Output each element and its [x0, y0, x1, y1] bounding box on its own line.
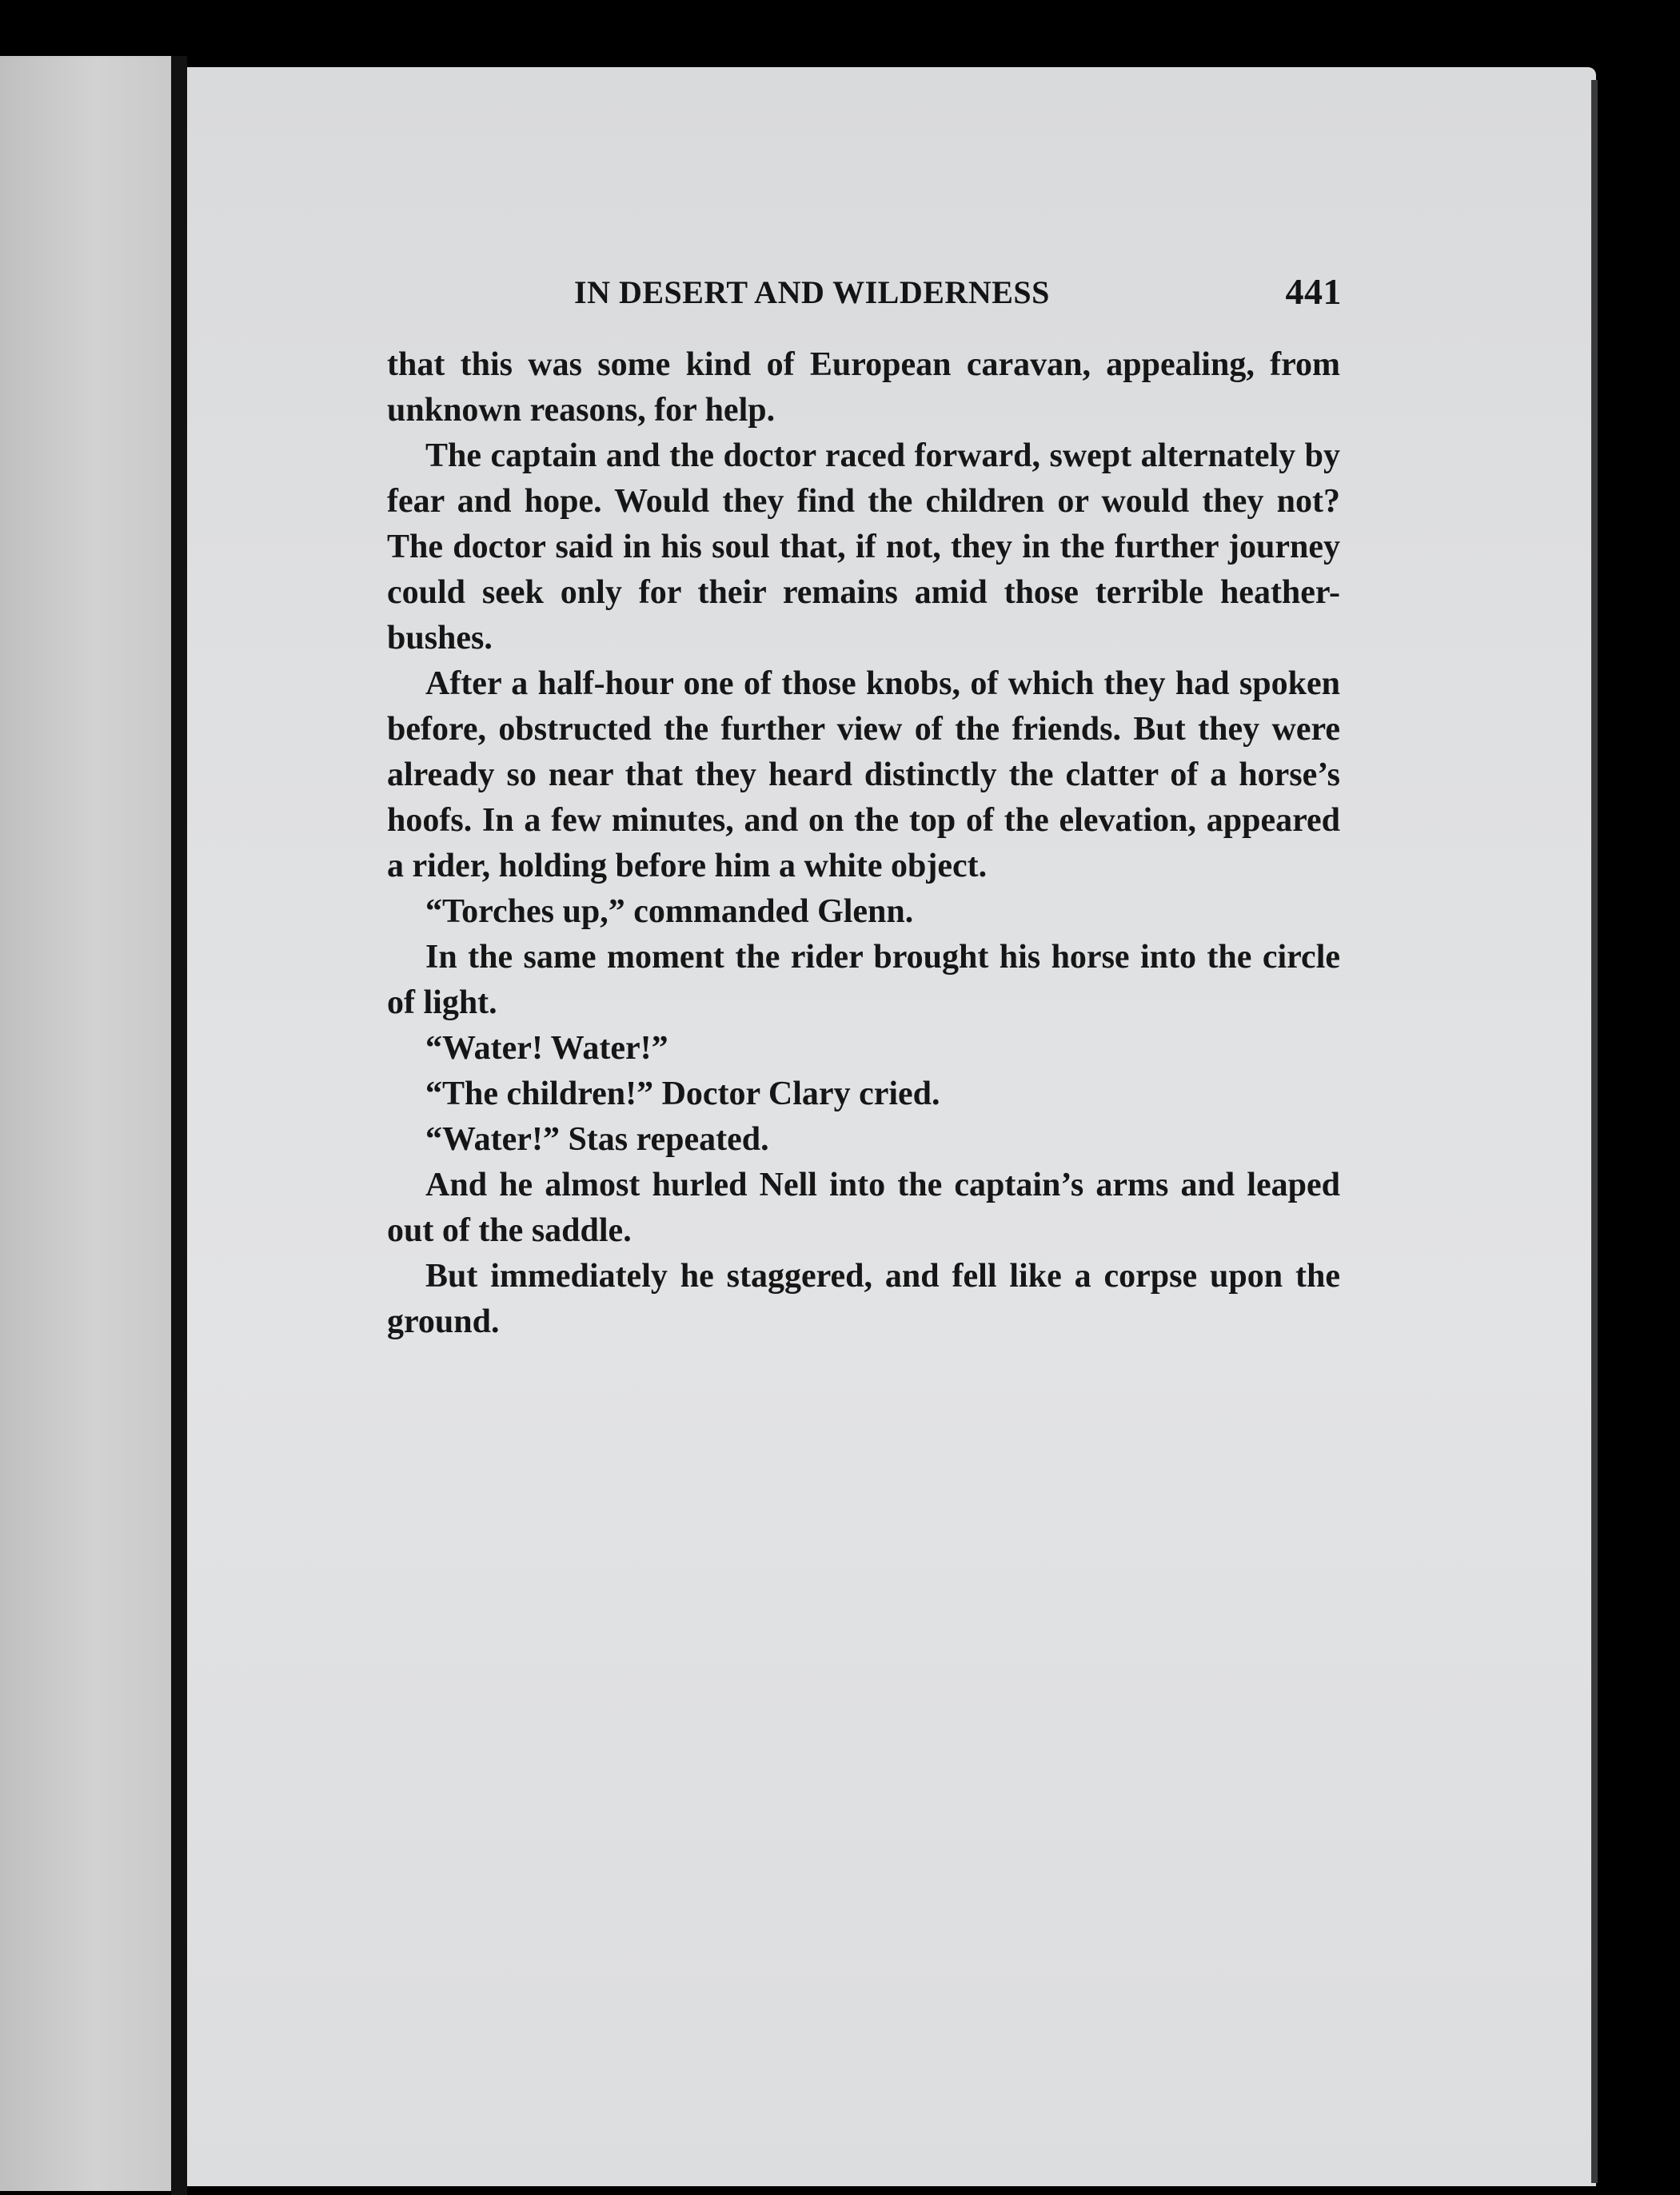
- paragraph: “Water!” Stas repeated.: [425, 1121, 769, 1158]
- paragraph: The captain and the doctor raced forward, swept alternately by fear and hope. Would they find the children or would they not? The doctor said in his soul that, if not, they in the further journey could seek only for their remains amid those terrible heather-bushes.: [387, 437, 1340, 657]
- paragraph: “Water! Water!”: [425, 1030, 668, 1067]
- paragraph: “The children!” Doctor Clary cried.: [425, 1076, 940, 1112]
- paragraph: And he almost hurled Nell into the captain’s arms and leaped out of the saddle.: [387, 1167, 1340, 1249]
- facing-page-edge: [0, 56, 174, 2191]
- book-gutter: [171, 56, 187, 2195]
- page-edge-shadow: [1591, 80, 1598, 2183]
- paragraph: that this was some kind of European caravan, appealing, from unknown reasons, for help.: [387, 346, 1340, 429]
- page-number: 441: [1285, 271, 1342, 312]
- paragraph: In the same moment the rider brought his horse into the circle of light.: [387, 939, 1340, 1021]
- running-title: IN DESERT AND WILDERNESS: [574, 274, 1050, 310]
- paragraph: “Torches up,” commanded Glenn.: [425, 893, 914, 930]
- body-text: [387, 342, 1340, 1345]
- paragraph: But immediately he staggered, and fell like a corpse upon the ground.: [387, 1258, 1340, 1340]
- paragraph: After a half-hour one of those knobs, of which they had spoken before, obstructed the further view of the friends. But they were already so near that they heard distinctly the clatter of a horse’s hoofs. In a few minutes, and on the top of the elevation, appeared a rider, holding before him a white object.: [387, 665, 1340, 884]
